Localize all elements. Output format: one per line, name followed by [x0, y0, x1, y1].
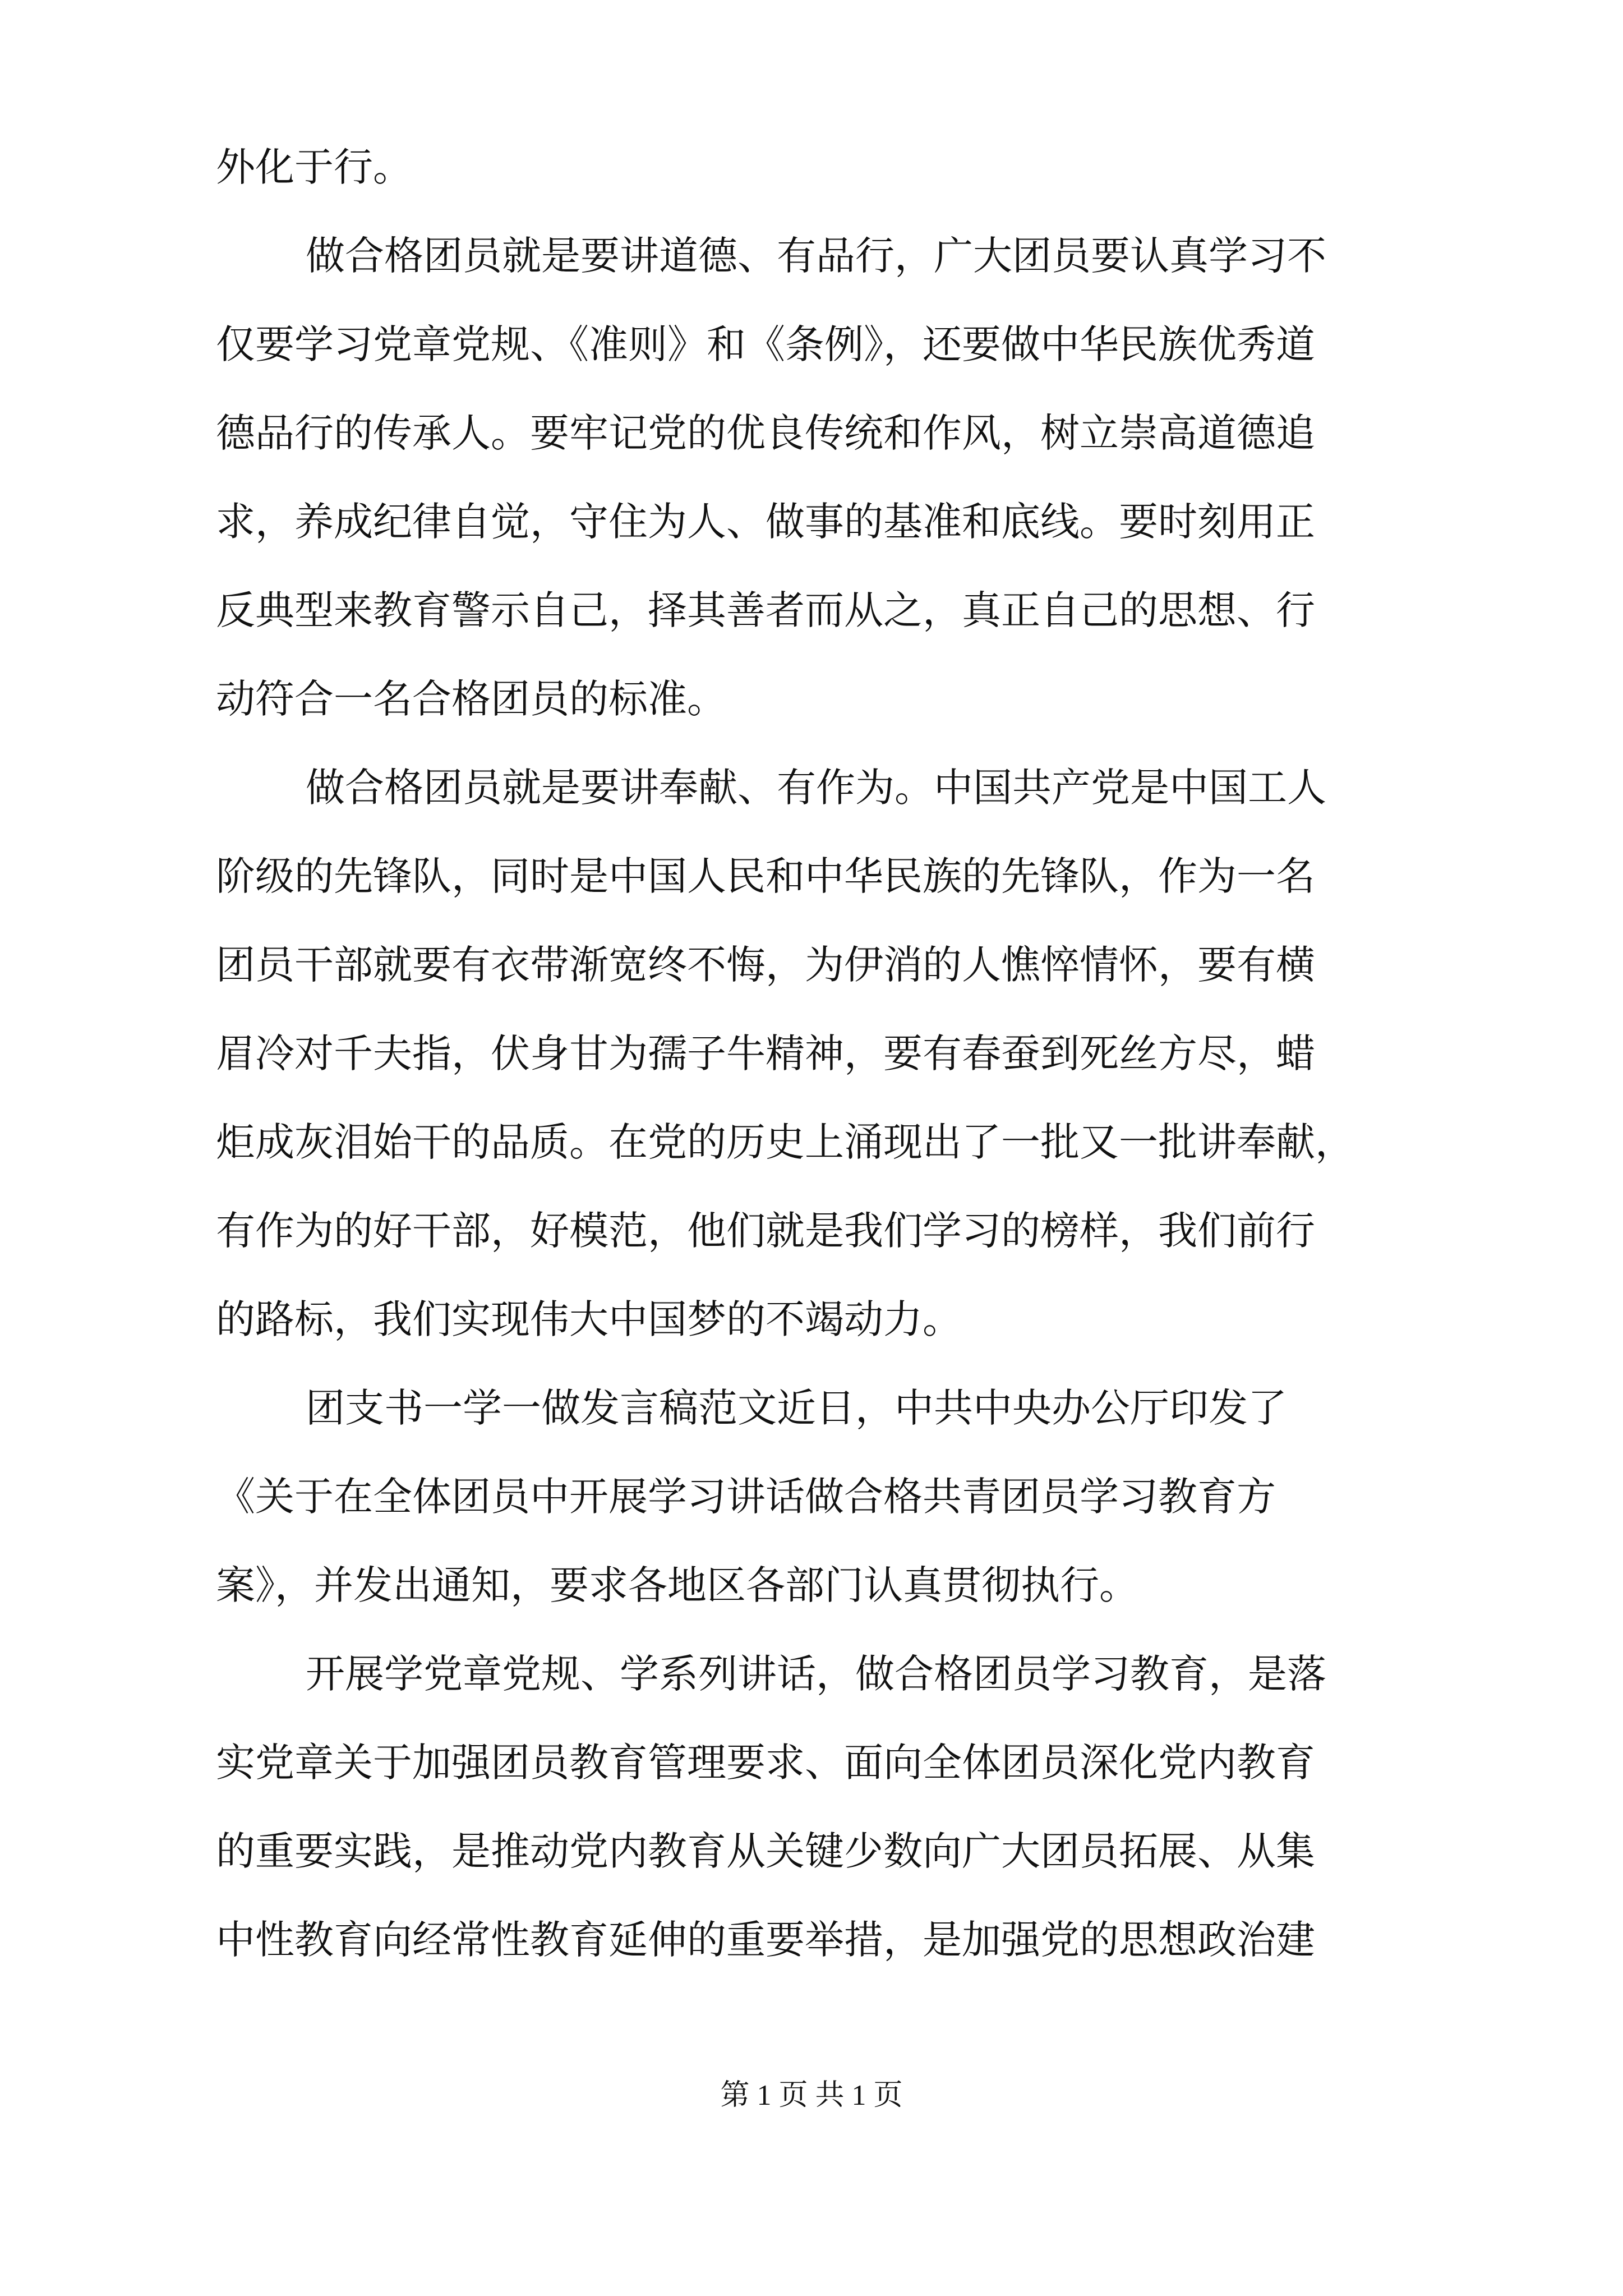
text-line: 开展学党章党规、学系列讲话，做合格团员学习教育，是落 [306, 1651, 1326, 1697]
text-line: 仅要学习党章党规、《准则》和《条例》，还要做中华民族优秀道 [216, 321, 1315, 367]
text-line: 炬成灰泪始干的品质。在党的历史上涌现出了一批又一批讲奉献， [216, 1119, 1354, 1165]
text-line: 团支书一学一做发言稿范文近日，中共中央办公厅印发了 [306, 1385, 1287, 1431]
text-line: 团员干部就要有衣带渐宽终不悔，为伊消的人憔悴情怀，要有横 [216, 942, 1315, 988]
text-line: 中性教育向经常性教育延伸的重要举措，是加强党的思想政治建 [216, 1917, 1315, 1963]
text-line: 求，养成纪律自觉，守住为人、做事的基准和底线。要时刻用正 [216, 499, 1315, 545]
text-line: 动符合一名合格团员的标准。 [216, 676, 726, 722]
text-line: 实党章关于加强团员教育管理要求、面向全体团员深化党内教育 [216, 1740, 1315, 1786]
text-line: 德品行的传承人。要牢记党的优良传统和作风，树立崇高道德追 [216, 410, 1315, 456]
text-line: 的重要实践，是推动党内教育从关键少数向广大团员拓展、从集 [216, 1828, 1315, 1874]
text-line: 案》，并发出通知，要求各地区各部门认真贯彻执行。 [216, 1562, 1138, 1608]
text-line: 阶级的先锋队，同时是中国人民和中华民族的先锋队，作为一名 [216, 853, 1315, 899]
text-line: 反典型来教育警示自己，择其善者而从之，真正自己的思想、行 [216, 587, 1315, 633]
text-line: 外化于行。 [216, 144, 412, 190]
text-line: 有作为的好干部，好模范，他们就是我们学习的榜样，我们前行 [216, 1208, 1315, 1254]
text-line: 的路标，我们实现伟大中国梦的不竭动力。 [216, 1296, 962, 1342]
text-line: 《关于在全体团员中开展学习讲话做合格共青团员学习教育方 [216, 1474, 1276, 1520]
text-line: 眉冷对千夫指，伏身甘为孺子牛精神，要有春蚕到死丝方尽，蜡 [216, 1030, 1315, 1076]
text-line: 做合格团员就是要讲道德、有品行，广大团员要认真学习不 [306, 233, 1326, 279]
text-line: 做合格团员就是要讲奉献、有作为。中国共产党是中国工人 [306, 765, 1326, 811]
page-footer: 第 1 页 共 1 页 [720, 2079, 903, 2111]
